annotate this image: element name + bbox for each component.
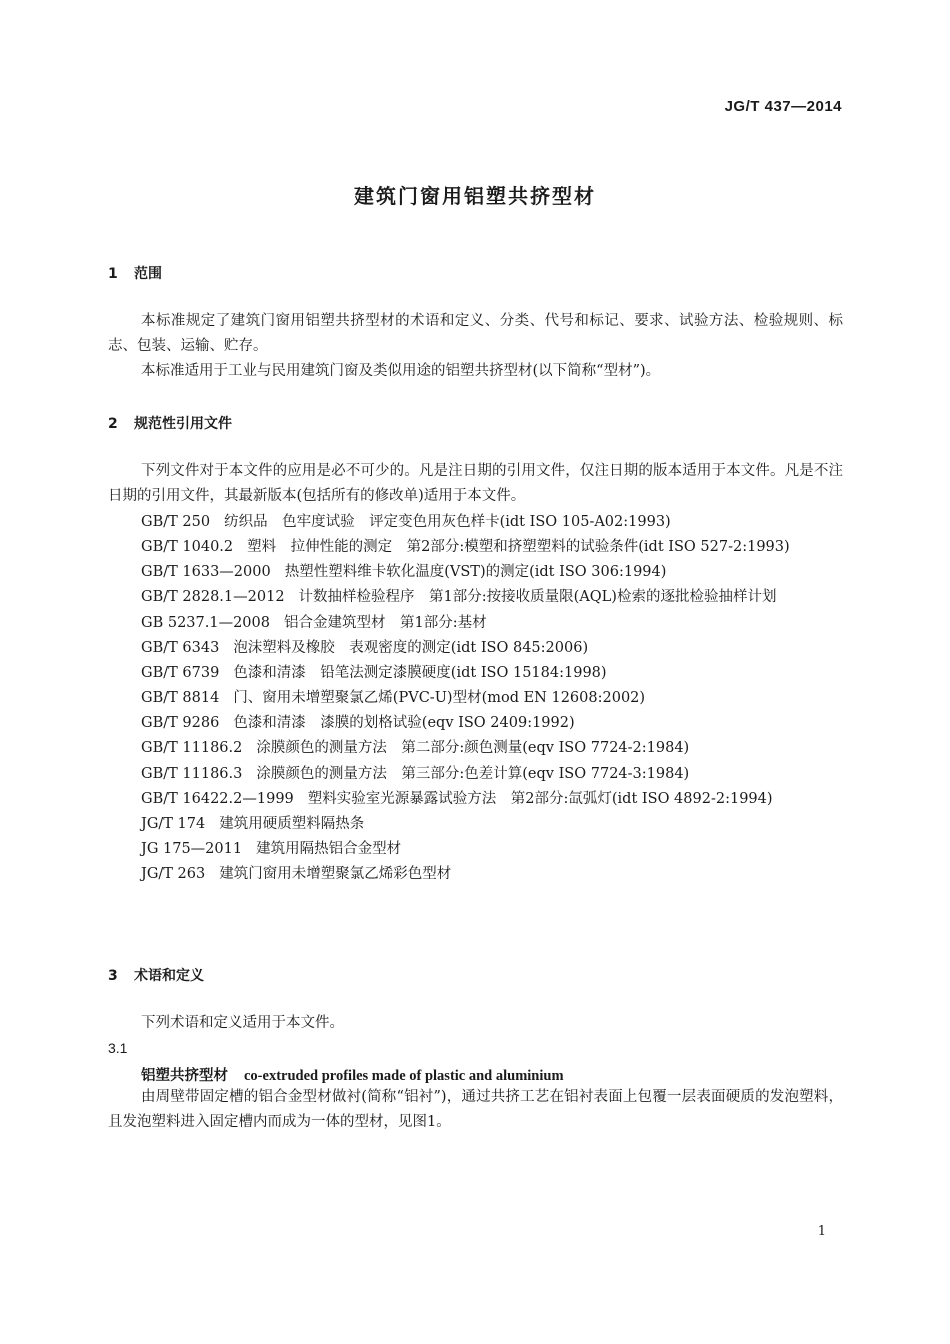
section-3-heading xyxy=(108,965,204,985)
document-title: 建筑门窗用铝塑共挤型材 xyxy=(354,184,596,208)
reference-code: JG/T 174 xyxy=(141,815,206,832)
reference-item xyxy=(108,535,843,560)
reference-code: JG 175—2011 xyxy=(141,841,243,858)
reference-title: 色漆和清漆 漆膜的划格试验(eqv ISO 2409:1992) xyxy=(233,715,575,732)
reference-item xyxy=(108,711,843,736)
reference-code: GB 5237.1—2008 xyxy=(141,614,270,631)
normative-refs-intro: 下列文件对于本文件的应用是必不可少的。凡是注日期的引用文件，仅注日期的版本适用于本文件。凡是不注日期的引用文件，其最新版本(包括所有的修改单)适用于本文件。 xyxy=(108,463,843,504)
section-title: 术语和定义 xyxy=(134,968,204,984)
reference-title: 涂膜颜色的测量方法 第二部分:颜色测量(eqv ISO 7724-2:1984) xyxy=(256,740,690,757)
reference-title: 建筑门窗用未增塑聚氯乙烯彩色型材 xyxy=(219,866,452,883)
reference-item xyxy=(108,837,843,862)
reference-code: GB/T 9286 xyxy=(141,715,220,732)
term-english: co-extruded profiles made of plastic and aluminium xyxy=(244,1068,564,1084)
reference-item xyxy=(108,862,843,887)
reference-title: 塑料实验室光源暴露试验方法 第2部分:氙弧灯(idt ISO 4892-2:1994) xyxy=(307,790,773,807)
reference-title: 纺织品 色牢度试验 评定变色用灰色样卡(idt ISO 105-A02:1993) xyxy=(224,514,671,530)
reference-code: GB/T 6343 xyxy=(141,639,220,656)
reference-item xyxy=(108,585,843,610)
reference-item xyxy=(108,736,843,761)
reference-title: 建筑用隔热铝合金型材 xyxy=(256,841,402,858)
reference-item xyxy=(108,611,843,636)
reference-code: GB/T 250 xyxy=(141,514,211,530)
reference-title: 铝合金建筑型材 第1部分:基材 xyxy=(284,614,487,631)
reference-code: GB/T 11186.3 xyxy=(141,765,243,782)
reference-title: 计数抽样检验程序 第1部分:按接收质量限(AQL)检索的逐批检验抽样计划 xyxy=(298,589,777,606)
reference-item xyxy=(108,762,843,787)
reference-code: JG/T 263 xyxy=(141,866,206,883)
term-definition: 由周壁带固定槽的铝合金型材做衬(简称“铝衬”)，通过共挤工艺在铝衬表面上包覆一层表面硬质的发泡塑料，且发泡塑料进入固定槽内而成为一体的型材，见图1。 xyxy=(108,1089,843,1130)
reference-title: 泡沫塑料及橡胶 表观密度的测定(idt ISO 845:2006) xyxy=(233,639,589,656)
reference-item xyxy=(108,661,843,686)
section-title: 范围 xyxy=(134,266,162,282)
section-number: 1 xyxy=(108,266,118,282)
section-1-heading xyxy=(108,263,162,283)
reference-title: 涂膜颜色的测量方法 第三部分:色差计算(eqv ISO 7724-3:1984) xyxy=(256,765,690,782)
reference-item xyxy=(108,510,843,535)
reference-item xyxy=(108,787,843,812)
section-number: 3 xyxy=(108,968,118,984)
section-title: 规范性引用文件 xyxy=(134,416,232,432)
clause-number: 3.1 xyxy=(108,1040,128,1056)
reference-code: GB/T 2828.1—2012 xyxy=(141,589,285,606)
terms-intro: 下列术语和定义适用于本文件。 xyxy=(141,1015,344,1031)
reference-list xyxy=(108,510,843,887)
reference-code: GB/T 11186.2 xyxy=(141,740,243,757)
reference-item xyxy=(108,686,843,711)
scope-paragraph-2: 本标准适用于工业与民用建筑门窗及类似用途的铝塑共挤型材(以下简称“型材”)。 xyxy=(141,363,661,379)
reference-code: GB/T 1040.2 xyxy=(141,539,234,556)
reference-title: 色漆和清漆 铅笔法测定漆膜硬度(idt ISO 15184:1998) xyxy=(233,664,607,681)
reference-item xyxy=(108,560,843,585)
page-number: 1 xyxy=(817,1224,826,1239)
reference-title: 热塑性塑料维卡软化温度(VST)的测定(idt ISO 306:1994) xyxy=(284,564,667,581)
reference-code: GB/T 8814 xyxy=(141,690,220,707)
reference-code: GB/T 16422.2—1999 xyxy=(141,790,294,807)
reference-item xyxy=(108,636,843,661)
scope-paragraph-1: 本标准规定了建筑门窗用铝塑共挤型材的术语和定义、分类、代号和标记、要求、试验方法、检验规则、标志、包装、运输、贮存。 xyxy=(108,313,843,354)
standard-code: JG/T 437—2014 xyxy=(724,98,842,115)
term-entry xyxy=(141,1064,564,1085)
reference-code: GB/T 1633—2000 xyxy=(141,564,271,581)
reference-code: GB/T 6739 xyxy=(141,664,220,681)
reference-title: 塑料 拉伸性能的测定 第2部分:模塑和挤塑塑料的试验条件(idt ISO 527-2:1993) xyxy=(247,539,790,556)
reference-title: 门、窗用未增塑聚氯乙烯(PVC-U)型材(mod EN 12608:2002) xyxy=(233,690,646,707)
reference-item xyxy=(108,812,843,837)
section-number: 2 xyxy=(108,416,118,432)
section-2-heading xyxy=(108,413,232,433)
reference-title: 建筑用硬质塑料隔热条 xyxy=(219,815,365,832)
term-chinese: 铝塑共挤型材 xyxy=(141,1068,228,1084)
